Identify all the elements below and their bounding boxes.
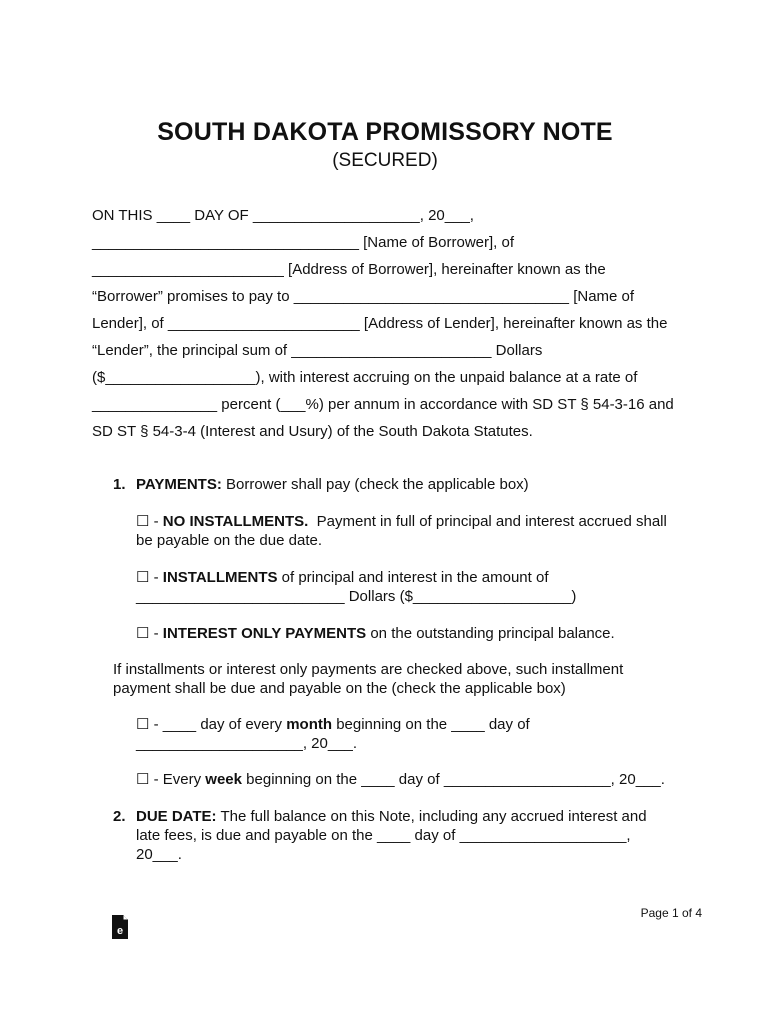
option-label: month <box>286 716 333 733</box>
intro-line-8: _______________ percent (___%) per annum in accordance with SD ST § 54-3-16 and <box>92 396 674 413</box>
due-date-text: The full balance on this Note, including any accrued interest and <box>216 808 647 825</box>
due-date-line-3: 20___. <box>136 846 182 863</box>
schedule-line-1: If installments or interest only payments are checked above, such installment <box>113 661 624 678</box>
due-date-heading-line <box>136 808 647 826</box>
option-label: week <box>205 771 242 788</box>
page-number: Page 1 of 4 <box>640 906 702 920</box>
intro-line-3: _______________________ [Address of Borrower], hereinafter known as the <box>92 261 606 278</box>
intro-line-4: “Borrower” promises to pay to _________________________________ [Name of <box>92 288 635 305</box>
svg-text:e: e <box>116 925 123 937</box>
option-no-installments <box>136 513 667 531</box>
due-date-heading: DUE DATE: <box>136 808 217 825</box>
option-text: of principal and interest in the amount of <box>277 569 549 586</box>
intro-line-9: SD ST § 54-3-4 (Interest and Usury) of the South Dakota Statutes. <box>92 423 533 440</box>
checkbox-installments[interactable]: ☐ - <box>136 569 163 586</box>
option-weekly-prefix[interactable]: ☐ - Every <box>136 771 206 788</box>
option-label: NO INSTALLMENTS. <box>162 513 309 530</box>
eforms-logo-icon <box>92 896 123 937</box>
section-number: 2. <box>113 808 126 825</box>
option-label: INTEREST ONLY PAYMENTS <box>162 625 367 642</box>
intro-line-1: ON THIS ____ DAY OF ____________________, 20___, <box>92 207 474 224</box>
option-monthly <box>136 716 530 734</box>
option-installments <box>136 569 549 587</box>
checkbox-interest-only[interactable]: ☐ - <box>136 625 163 642</box>
option-monthly-prefix[interactable]: ☐ - ____ day of every <box>136 716 287 733</box>
intro-line-5: Lender], of _______________________ [Address of Lender], hereinafter known as the <box>92 315 668 332</box>
option-text: beginning on the ____ day of <box>332 716 530 733</box>
option-weekly <box>136 771 665 789</box>
section-number: 1. <box>113 476 126 493</box>
due-date-line-2: late fees, is due and payable on the ____ day of ____________________, <box>136 827 631 844</box>
option-installments-line-2: _________________________ Dollars ($___________________) <box>136 588 577 605</box>
option-monthly-line-2: ____________________, 20___. <box>136 735 358 752</box>
payments-heading-line <box>136 476 529 494</box>
option-label: INSTALLMENTS <box>162 569 278 586</box>
intro-line-2: ________________________________ [Name of Borrower], of <box>92 234 515 251</box>
option-text: beginning on the ____ day of ____________________, 20___. <box>242 771 665 788</box>
payments-heading: PAYMENTS: <box>136 476 222 493</box>
document-title: SOUTH DAKOTA PROMISSORY NOTE <box>157 118 613 146</box>
option-interest-only <box>136 625 615 643</box>
option-text: Payment in full of principal and interest accrued shall <box>308 513 667 530</box>
document-subtitle: (SECURED) <box>332 150 438 171</box>
option-text: on the outstanding principal balance. <box>366 625 615 642</box>
checkbox-no-installments[interactable]: ☐ - <box>136 513 163 530</box>
intro-line-7: ($__________________), with interest accruing on the unpaid balance at a rate of <box>92 369 638 386</box>
schedule-line-2: payment shall be due and payable on the (check the applicable box) <box>113 680 566 697</box>
option-no-installments-line-2: be payable on the due date. <box>136 532 322 549</box>
intro-line-6: “Lender”, the principal sum of ________________________ Dollars <box>92 342 543 359</box>
payments-intro-text: Borrower shall pay (check the applicable box) <box>221 476 529 493</box>
